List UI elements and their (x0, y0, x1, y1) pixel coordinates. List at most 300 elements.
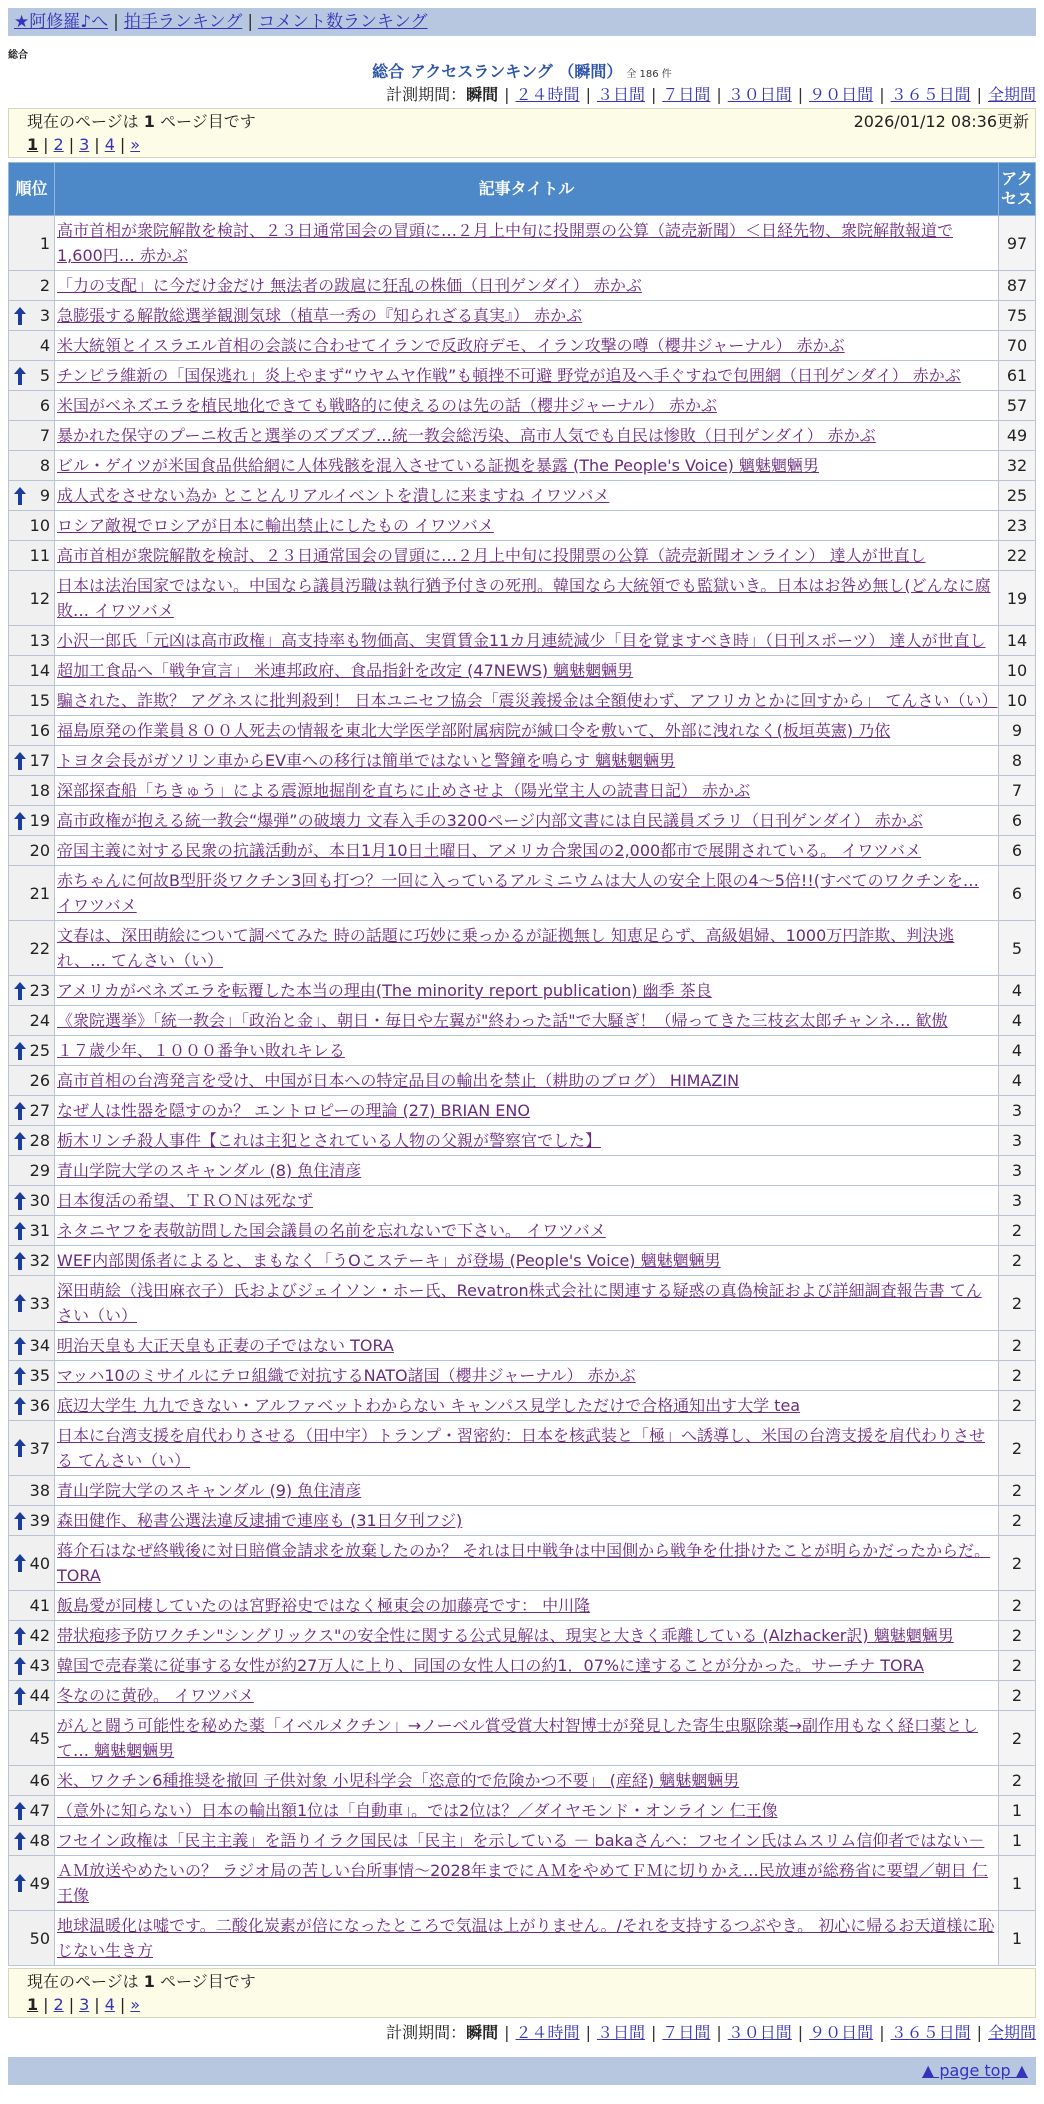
access-count: 4 (999, 1066, 1036, 1096)
period-option-link[interactable]: ３０日間 (727, 2023, 792, 2042)
rank-up-arrow-icon (14, 1132, 26, 1150)
access-count: 14 (999, 626, 1036, 656)
table-row (9, 1711, 1036, 1766)
period-separator: | (650, 85, 657, 104)
rank-cell (9, 1006, 55, 1036)
article-title-link[interactable]: がんと闘う可能性を秘めた薬「イベルメクチン」→ノーベル賞受賞大村智博士が発見した寄生虫駆除薬→副作用もなく経口薬として… 魑魅魍魎男 (57, 1716, 979, 1760)
table-row (9, 331, 1036, 361)
period-option-link[interactable]: ３６５日間 (890, 2023, 971, 2042)
rank-number: 26 (29, 1071, 50, 1090)
table-row (9, 1651, 1036, 1681)
period-option-link[interactable]: ３日間 (596, 2023, 645, 2042)
access-count: 5 (999, 921, 1036, 976)
table-row (9, 271, 1036, 301)
rank-number: 38 (29, 1481, 50, 1500)
title-cell (55, 1216, 999, 1246)
rank-number: 36 (29, 1396, 50, 1415)
article-title-link[interactable]: ＡＭ放送やめたいの？ ラジオ局の苦しい台所事情〜2028年までにＡＭをやめてＦＭに切りかえ…民放連が総務省に要望／朝日 仁王像 (57, 1861, 988, 1905)
next-page-link[interactable]: » (130, 1995, 141, 2014)
ranking-table (8, 162, 1036, 1966)
article-title-link[interactable]: 暴かれた保守のプーニ枚舌と選挙のズブズブ…統一教会総汚染、高市人気でも自民は惨敗（日刊ゲンダイ） 赤かぶ (57, 426, 876, 445)
title-cell (55, 1331, 999, 1361)
title-cell (55, 1246, 999, 1276)
article-title-link[interactable]: 米国がベネズエラを植民地化できても戦略的に使えるのは先の話（櫻井ジャーナル） 赤かぶ (57, 396, 717, 415)
next-page-link[interactable]: » (130, 135, 141, 154)
rank-up-arrow-icon (14, 1832, 26, 1850)
table-row (9, 1361, 1036, 1391)
table-row (9, 1536, 1036, 1591)
rank-up-arrow-icon (14, 1102, 26, 1120)
table-row (9, 1911, 1036, 1966)
rank-up-arrow-icon (14, 487, 26, 505)
table-row (9, 1216, 1036, 1246)
access-count: 2 (999, 1216, 1036, 1246)
title-cell (55, 1421, 999, 1476)
title-cell (55, 271, 999, 301)
access-count: 70 (999, 331, 1036, 361)
period-selector (386, 84, 1036, 106)
rank-number: 10 (29, 516, 50, 535)
article-title-link[interactable]: ロシア敵視でロシアが日本に輸出禁止にしたもの イワツバメ (57, 516, 494, 535)
title-cell (55, 1186, 999, 1216)
rank-cell (9, 1186, 55, 1216)
title-cell (55, 1036, 999, 1066)
rank-number: 14 (29, 661, 50, 680)
period-option-link[interactable]: ７日間 (662, 2023, 711, 2042)
rank-number: 16 (29, 721, 50, 740)
access-count: 10 (999, 686, 1036, 716)
access-count: 4 (999, 1036, 1036, 1066)
period-separator: | (585, 85, 591, 104)
rank-number: 28 (29, 1131, 50, 1150)
rank-up-arrow-icon (14, 1397, 26, 1415)
article-title-link[interactable]: 冬なのに黄砂。 イワツバメ (57, 1686, 254, 1705)
rank-number: 46 (29, 1771, 50, 1790)
rank-cell (9, 1276, 55, 1331)
rank-number: 18 (29, 781, 50, 800)
page-links (27, 1994, 140, 2016)
title-cell (55, 1096, 999, 1126)
table-row (9, 1126, 1036, 1156)
rank-number: 23 (29, 981, 50, 1000)
rank-number: 33 (29, 1293, 50, 1313)
current-page-text: 現在のページは 1 ページ目です (27, 112, 256, 131)
table-row (9, 1391, 1036, 1421)
title-cell (55, 1156, 999, 1186)
period-option-link[interactable]: 全期間 (987, 2023, 1036, 2042)
article-title-link[interactable]: 高市首相が衆院解散を検討、２３日通常国会の冒頭に…２月上中旬に投開票の公算（読売新聞オンライン） 達人が世直し (57, 546, 926, 565)
period-current: 瞬間 (466, 2023, 499, 2042)
rank-cell (9, 1621, 55, 1651)
rank-cell (9, 1066, 55, 1096)
article-title-link[interactable]: 青山学院大学のスキャンダル (8) 魚住清彦 (57, 1161, 362, 1180)
access-count: 2 (999, 1621, 1036, 1651)
table-row (9, 1681, 1036, 1711)
article-title-link[interactable]: 騙された、詐欺？ アグネスに批判殺到！ 日本ユニセフ協会「震災義援金は全額使わず、アフリカとかに回すから」 てんさい（い） (57, 691, 998, 710)
rank-cell (9, 1246, 55, 1276)
access-count: 3 (999, 1126, 1036, 1156)
rank-number: 42 (29, 1626, 50, 1645)
rank-up-arrow-icon (14, 1512, 26, 1530)
rank-cell (9, 541, 55, 571)
rank-number: 6 (39, 396, 50, 415)
page-link[interactable]: 4 (104, 1995, 115, 2014)
title-cell (55, 1536, 999, 1591)
article-title-link[interactable]: 深田萌絵（浅田麻衣子）氏およびジェイソン・ホー氏、Revatron株式会社に関連する疑惑の真偽検証および詳細調査報告書 てんさい（い） (57, 1281, 982, 1325)
rank-up-arrow-icon (14, 1222, 26, 1240)
access-count: 49 (999, 421, 1036, 451)
period-option-link[interactable]: ３日間 (596, 85, 645, 104)
page-separator: | (94, 1995, 100, 2014)
rank-cell (9, 451, 55, 481)
page-separator: | (68, 1995, 75, 2014)
page-separator: | (119, 135, 126, 154)
title-cell (55, 1276, 999, 1331)
access-count: 3 (999, 1186, 1036, 1216)
rank-up-arrow-icon (14, 1874, 26, 1892)
page-separator: | (68, 135, 75, 154)
page-top-link[interactable]: ▲ page top ▲ (921, 2061, 1028, 2080)
rank-number: 31 (29, 1221, 50, 1240)
article-title-link[interactable]: フセイン政権は「民主主義」を語りイラク国民は「民主」を示している － bakaさんへ：フセイン氏はムスリム信仰者ではない－ (57, 1831, 985, 1850)
access-count: 61 (999, 361, 1036, 391)
access-count: 2 (999, 1391, 1036, 1421)
article-title-link[interactable]: チンピラ維新の「国保逃れ」炎上やまず“ウヤムヤ作戦”も頓挫不可避 野党が追及へ手ぐすねで包囲網（日刊ゲンダイ） 赤かぶ (57, 366, 961, 385)
article-title-link[interactable]: 小沢一郎氏「元凶は高市政権」高支持率も物価高、実質賃金11カ月連続減少「目を覚ますべき時」（日刊スポーツ） 達人が世直し (57, 631, 986, 650)
page-link[interactable]: 4 (104, 135, 115, 154)
page-links (27, 134, 140, 156)
table-row (9, 1036, 1036, 1066)
title-cell (55, 656, 999, 686)
rank-number: 49 (29, 1873, 50, 1893)
table-row (9, 1246, 1036, 1276)
rank-number: 27 (29, 1101, 50, 1120)
period-separator: | (585, 2023, 591, 2042)
access-count: 2 (999, 1361, 1036, 1391)
rank-number: 5 (39, 366, 50, 385)
article-title-link[interactable]: 帝国主義に対する民衆の抗議活動が、本日1月10日土曜日、アメリカ合衆国の2,000都市で展開されている。 イワツバメ (57, 841, 921, 860)
rank-number: 45 (29, 1728, 50, 1748)
rank-up-arrow-icon (14, 752, 26, 770)
page-separator: | (43, 135, 49, 154)
access-count: 2 (999, 1711, 1036, 1766)
article-title-link[interactable]: 日本は法治国家ではない。中国なら議員汚職は執行猶予付きの死刑。韓国なら大統領でも監獄いき。日本はお咎め無し(どんなに腐敗… イワツバメ (57, 576, 991, 620)
rank-up-arrow-icon (14, 367, 26, 385)
title-header: 記事タイトル (55, 163, 999, 216)
rank-number: 7 (39, 426, 50, 445)
article-title-link[interactable]: 蒋介石はなぜ終戦後に対日賠償金請求を放棄したのか？ それは日中戦争は中国側から戦争を仕掛けたことが明らかだったからだ。 TORA (57, 1541, 991, 1585)
table-header-row (9, 163, 1036, 216)
title-cell (55, 1126, 999, 1156)
table-row (9, 976, 1036, 1006)
period-option-link[interactable]: ９０日間 (809, 2023, 874, 2042)
access-count: 2 (999, 1766, 1036, 1796)
title-cell (55, 421, 999, 451)
rank-up-arrow-icon (14, 1337, 26, 1355)
access-count: 1 (999, 1826, 1036, 1856)
article-title-link[interactable]: 深部探査船「ちきゅう」による震源地掘削を直ちに止めさせよ（陽光堂主人の読書日記） 赤かぶ (57, 781, 751, 800)
rank-number: 4 (39, 336, 50, 355)
table-row (9, 571, 1036, 626)
rank-cell (9, 1216, 55, 1246)
article-title-link[interactable]: 韓国で売春業に従事する女性が約27万人に上り、同国の女性人口の約1．07%に達することが分かった。サーチナ TORA (57, 1656, 924, 1675)
access-count: 32 (999, 451, 1036, 481)
rank-cell (9, 361, 55, 391)
rank-number: 3 (39, 306, 50, 325)
access-count: 25 (999, 481, 1036, 511)
rank-cell (9, 921, 55, 976)
rank-number: 39 (29, 1511, 50, 1530)
page-separator: | (43, 1995, 49, 2014)
period-option-link[interactable]: ２４時間 (515, 85, 580, 104)
rank-number: 48 (29, 1831, 50, 1850)
article-title-link[interactable]: 高市首相が衆院解散を検討、２３日通常国会の冒頭に…２月上中旬に投開票の公算（読売新聞）＜日経先物、衆院解散報道で1,600円… 赤かぶ (57, 221, 954, 265)
table-row (9, 1856, 1036, 1911)
period-option-link[interactable]: 全期間 (987, 85, 1036, 104)
article-title-link[interactable]: 米大統領とイスラエル首相の会談に合わせてイランで反政府デモ、イラン攻撃の噂（櫻井ジャーナル） 赤かぶ (57, 336, 845, 355)
rank-number: 2 (39, 276, 50, 295)
article-title-link[interactable]: 底辺大学生 九九できない・アルファベットわからない キャンパス見学しただけで合格通知出す大学 tea (57, 1396, 801, 1415)
article-title-link[interactable]: ネタニヤフを表敬訪問した国会議員の名前を忘れないで下さい。 イワツバメ (57, 1221, 606, 1240)
period-separator: | (797, 2023, 804, 2042)
title-cell (55, 331, 999, 361)
title-cell (55, 1066, 999, 1096)
table-row (9, 716, 1036, 746)
table-row (9, 391, 1036, 421)
article-title-link[interactable]: 地球温暖化は嘘です。二酸化炭素が倍になったところで気温は上がりません。/それを支持するつぶやき。 初心に帰るお天道様に恥じない生き方 (57, 1916, 995, 1960)
title-cell (55, 776, 999, 806)
total-count: 全 186 件 (626, 69, 672, 80)
rank-header: 順位 (9, 163, 55, 216)
title-cell (55, 1711, 999, 1766)
access-count: 10 (999, 656, 1036, 686)
page-link[interactable]: 2 (53, 135, 64, 154)
comment-ranking-link[interactable]: コメント数ランキング (258, 12, 428, 32)
access-count: 6 (999, 806, 1036, 836)
access-count: 2 (999, 1331, 1036, 1361)
article-title-link[interactable]: 森田健作、秘書公選法違反逮捕で連座も (31日夕刊フジ) (57, 1511, 463, 1530)
rank-number: 35 (29, 1366, 50, 1385)
article-title-link[interactable]: 成人式をさせない為か とことんリアルイベントを潰しに来ますね イワツバメ (57, 486, 610, 505)
rank-cell (9, 1156, 55, 1186)
nav-separator: | (113, 12, 119, 32)
article-title-link[interactable]: なぜ人は性器を隠すのか？ エントロピーの理論 (27) BRIAN ENO (57, 1101, 530, 1120)
access-count: 75 (999, 301, 1036, 331)
article-title-link[interactable]: 明治天皇も大正天皇も正妻の子ではない TORA (57, 1336, 394, 1355)
rank-number: 9 (39, 486, 50, 505)
article-title-link[interactable]: 帯状疱疹予防ワクチン"シングリックス"の安全性に関する公式見解は、現実と大きく乖離している (Alzhacker訳) 魑魅魍魎男 (57, 1626, 954, 1645)
access-count: 1 (999, 1911, 1036, 1966)
article-title-link[interactable]: トヨタ会長がガソリン車からEV車への移行は簡単ではないと警鐘を鳴らす 魑魅魍魎男 (57, 751, 676, 770)
access-count: 2 (999, 1276, 1036, 1331)
rank-up-arrow-icon (14, 1192, 26, 1210)
rank-up-arrow-icon (14, 1657, 26, 1675)
title-cell (55, 216, 999, 271)
period-option-link[interactable]: ９０日間 (809, 85, 874, 104)
article-title-link[interactable]: ビル・ゲイツが米国食品供給網に人体残骸を混入させている証拠を暴露 (The People's Voice) 魑魅魍魎男 (57, 456, 819, 475)
access-count: 4 (999, 976, 1036, 1006)
access-count: 57 (999, 391, 1036, 421)
rank-cell (9, 1911, 55, 1966)
table-row (9, 921, 1036, 976)
rank-number: 37 (29, 1438, 50, 1458)
rank-cell (9, 1361, 55, 1391)
period-option-link[interactable]: ２４時間 (515, 2023, 580, 2042)
access-count: 2 (999, 1681, 1036, 1711)
period-separator: | (650, 2023, 657, 2042)
article-title-link[interactable]: 青山学院大学のスキャンダル (9) 魚住清彦 (57, 1481, 362, 1500)
page-separator: | (94, 135, 100, 154)
table-row (9, 1156, 1036, 1186)
rank-cell (9, 776, 55, 806)
rank-cell (9, 866, 55, 921)
article-title-link[interactable]: 《衆院選挙》「統一教会」「政治と金」、朝日・毎日や左翼が"終わった話"で大騒ぎ！（帰ってきた三枝玄太郎チャンネ… 歓傲 (57, 1011, 948, 1030)
page-title: 総合 アクセスランキング （瞬間） (372, 62, 623, 81)
period-separator: | (797, 85, 804, 104)
article-title-link[interactable]: 「力の支配」に今だけ金だけ 無法者の跋扈に狂乱の株価（日刊ゲンダイ） 赤かぶ (57, 276, 642, 295)
rank-cell (9, 271, 55, 301)
rank-number: 43 (29, 1656, 50, 1675)
rank-number: 11 (29, 546, 50, 565)
period-option-link[interactable]: ７日間 (662, 85, 711, 104)
article-title-link[interactable]: 日本に台湾支援を肩代わりさせる（田中宇）トランプ・習密約：日本を核武装と「極」へ誘導し、米国の台湾支援を肩代わりさせる てんさい（い） (57, 1426, 986, 1470)
table-row (9, 1621, 1036, 1651)
rank-number: 24 (29, 1011, 50, 1030)
table-row (9, 1766, 1036, 1796)
rank-number: 25 (29, 1041, 50, 1060)
article-title-link[interactable]: 福島原発の作業員８００人死去の情報を東北大学医学部附属病院が緘口令を敷いて、外部に洩れなく(板垣英憲) 乃依 (57, 721, 891, 740)
article-title-link[interactable]: 飯島愛が同棲していたのは宮野裕史ではなく極東会の加藤亮です： 中川隆 (57, 1596, 591, 1615)
access-count: 1 (999, 1796, 1036, 1826)
title-cell (55, 626, 999, 656)
rank-cell (9, 1681, 55, 1711)
rank-up-arrow-icon (14, 1042, 26, 1060)
table-row (9, 776, 1036, 806)
rank-number: 34 (29, 1336, 50, 1355)
title-cell (55, 1506, 999, 1536)
rank-cell (9, 1421, 55, 1476)
article-title-link[interactable]: WEF内部関係者によると、まもなく「うOこステーキ」が登場 (People's Voice) 魑魅魍魎男 (57, 1251, 721, 1270)
access-count: 97 (999, 216, 1036, 271)
category-tag: 総合 (8, 50, 28, 61)
article-title-link[interactable]: 急膨張する解散総選挙観測気球（植草一秀の『知られざる真実』） 赤かぶ (57, 306, 583, 325)
title-cell (55, 866, 999, 921)
clap-ranking-link[interactable]: 拍手ランキング (123, 12, 243, 32)
article-title-link[interactable]: １７歳少年、１０００番争い敗れキレる (57, 1041, 345, 1060)
table-row (9, 511, 1036, 541)
pager-top (8, 108, 1036, 158)
access-count: 1 (999, 1856, 1036, 1911)
title-cell (55, 301, 999, 331)
article-title-link[interactable]: 栃木リンチ殺人事件【これは主犯とされている人物の父親が警察官でした】 (57, 1131, 602, 1150)
period-separator: | (976, 85, 982, 104)
rank-cell (9, 1536, 55, 1591)
article-title-link[interactable]: 高市政権が抱える統一教会“爆弾”の破壊力 文春入手の3200ページ内部文書には自民議員ズラリ（日刊ゲンダイ） 赤かぶ (57, 811, 923, 830)
table-row (9, 301, 1036, 331)
access-count: 2 (999, 1506, 1036, 1536)
rank-number: 13 (29, 631, 50, 650)
period-option-link[interactable]: ３６５日間 (890, 85, 971, 104)
rank-cell (9, 1711, 55, 1766)
rank-cell (9, 626, 55, 656)
title-cell (55, 1621, 999, 1651)
access-count: 2 (999, 1476, 1036, 1506)
rank-number: 47 (29, 1801, 50, 1820)
top-nav-bar (8, 8, 1036, 36)
title-cell (55, 1766, 999, 1796)
rank-up-arrow-icon (14, 1627, 26, 1645)
rank-number: 50 (29, 1928, 50, 1948)
access-count: 2 (999, 1651, 1036, 1681)
nav-separator: | (247, 12, 254, 32)
rank-cell (9, 511, 55, 541)
article-title-link[interactable]: 日本復活の希望、ＴＲＯＮは死なず (57, 1191, 314, 1210)
article-title-link[interactable]: 赤ちゃんに何故B型肝炎ワクチン3回も打つ？一回に入っているアルミニウムは大人の安全上限の4〜5倍!!(すべてのワクチンを… イワツバメ (57, 871, 979, 915)
article-title-link[interactable]: アメリカがベネズエラを転覆した本当の理由(The minority report publication) 幽季 茶良 (57, 981, 712, 1000)
access-count: 3 (999, 1096, 1036, 1126)
rank-cell (9, 1651, 55, 1681)
article-title-link[interactable]: 超加工食品へ「戦争宣言」 米連邦政府、食品指針を改定 (47NEWS) 魑魅魍魎男 (57, 661, 634, 680)
table-row (9, 626, 1036, 656)
access-count: 4 (999, 1006, 1036, 1036)
title-cell (55, 1361, 999, 1391)
rank-number: 32 (29, 1251, 50, 1270)
rank-cell (9, 686, 55, 716)
rank-number: 41 (29, 1596, 50, 1615)
title-cell (55, 541, 999, 571)
table-row (9, 1826, 1036, 1856)
table-row (9, 1506, 1036, 1536)
article-title-link[interactable]: マッハ10のミサイルにテロ組織で対抗するNATO諸国（櫻井ジャーナル） 赤かぶ (57, 1366, 636, 1385)
rank-cell (9, 1506, 55, 1536)
title-cell (55, 511, 999, 541)
home-link[interactable]: ★阿修羅♪へ (14, 12, 109, 32)
table-row (9, 1421, 1036, 1476)
access-count: 3 (999, 1156, 1036, 1186)
period-separator: | (716, 2023, 722, 2042)
rank-cell (9, 1126, 55, 1156)
rank-number: 30 (29, 1191, 50, 1210)
access-count: 8 (999, 746, 1036, 776)
rank-number: 21 (29, 883, 50, 903)
period-selector (386, 2022, 1036, 2044)
table-row (9, 746, 1036, 776)
page-link[interactable]: 3 (79, 135, 90, 154)
table-row (9, 1476, 1036, 1506)
ranking-body (9, 216, 1036, 1966)
period-option-link[interactable]: ３０日間 (727, 85, 792, 104)
table-row (9, 686, 1036, 716)
title-cell (55, 716, 999, 746)
period-separator: | (879, 85, 885, 104)
rank-number: 12 (29, 588, 50, 608)
rank-cell (9, 836, 55, 866)
page-link[interactable]: 3 (79, 1995, 90, 2014)
rank-cell (9, 1826, 55, 1856)
current-page-number: 1 (27, 1995, 39, 2014)
rank-cell (9, 656, 55, 686)
page-link[interactable]: 2 (53, 1995, 64, 2014)
rank-cell (9, 716, 55, 746)
article-title-link[interactable]: 高市首相の台湾発言を受け、中国が日本への特定品目の輸出を禁止（耕助のブログ） HIMAZIN (57, 1071, 740, 1090)
article-title-link[interactable]: 文春は、深田萌絵について調べてみた 時の話題に巧妙に乗っかるが証拠無し 知恵足らず、高級娼婦、1000万円詐欺、判決逃れ、… てんさい（い） (57, 926, 955, 970)
article-title-link[interactable]: （意外に知らない）日本の輸出額1位は「自動車」。では2位は？／ダイヤモンド・オンライン 仁王像 (57, 1801, 778, 1820)
article-title-link[interactable]: 米、ワクチン6種推奨を撤回 子供対象 小児科学会「恣意的で危険かつ不要」 (産経) 魑魅魍魎男 (57, 1771, 740, 1790)
update-timestamp: 2026/01/12 08:36更新 (853, 112, 1029, 131)
rank-up-arrow-icon (14, 1554, 26, 1572)
rank-number: 15 (29, 691, 50, 710)
title-cell (55, 571, 999, 626)
